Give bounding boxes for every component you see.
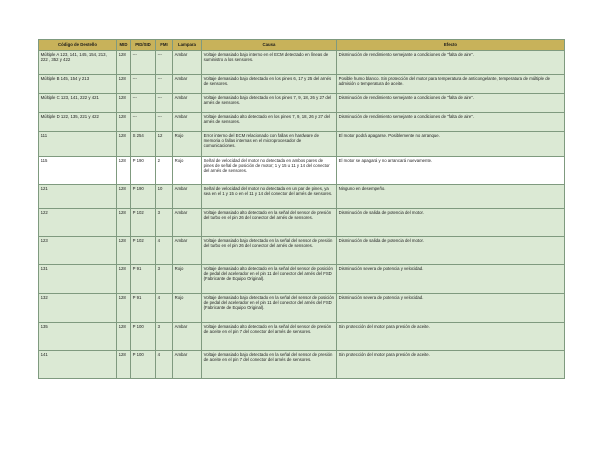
cell-cause: Voltaje demasiado bajo detectado en la señal del sensor de presión de aceite en el pin 7 del conector del arnés de sensores. (202, 351, 337, 379)
cell-mid: 128 (117, 351, 131, 379)
table-row (39, 351, 565, 379)
table-header-row (39, 40, 565, 51)
cell-fmi: 4 (156, 237, 173, 265)
cell-fmi: 3 (156, 323, 173, 351)
cell-code: 123 (39, 237, 117, 265)
cell-cause: Voltaje demasiado alto detectado en la señal del sensor de presión de aceite en el pin 7 del conector del arnés de sensores. (202, 323, 337, 351)
cell-mid: 128 (117, 94, 131, 113)
cell-effect: Disminución de rendimiento semejante a condiciones de "falta de aire". (337, 51, 565, 75)
cell-effect: Posible humo blanco. Sin protección del motor para temperatura de anticongelante, temperatura de múltiple de admisión o temperatura de aceite. (337, 75, 565, 94)
table-row (39, 157, 565, 185)
cell-mid: 128 (117, 75, 131, 94)
table-row (39, 113, 565, 132)
cell-pid-sid: P 100 (131, 351, 156, 379)
cell-mid: 128 (117, 113, 131, 132)
header-mid: MID (117, 40, 131, 51)
cell-fmi: 4 (156, 294, 173, 323)
table-row (39, 323, 565, 351)
cell-pid-sid: P 190 (131, 185, 156, 209)
cell-pid-sid: P 102 (131, 209, 156, 237)
cell-mid: 128 (117, 265, 131, 294)
cell-cause: Voltaje demasiado bajo interno en el ECM detectado en líneas de suministro a los sensores. (202, 51, 337, 75)
header-cause: Causa (202, 40, 337, 51)
table-row (39, 237, 565, 265)
table-row (39, 185, 565, 209)
cell-lamp: Rojo (173, 157, 202, 185)
cell-fmi: 3 (156, 209, 173, 237)
cell-pid-sid: S 254 (131, 132, 156, 157)
cell-pid-sid: P 100 (131, 323, 156, 351)
cell-mid: 128 (117, 237, 131, 265)
cell-code: Múltiple D 122, 135, 221 y 422 (39, 113, 117, 132)
cell-fmi: --- (156, 94, 173, 113)
cell-code: Múltiple B 145, 154 y 213 (39, 75, 117, 94)
cell-fmi: 10 (156, 185, 173, 209)
cell-code: 132 (39, 294, 117, 323)
cell-cause: Error interno del ECM relacionado con fallas en hardware de memoria o fallas internas en el microprocesador de comunicaciones. (202, 132, 337, 157)
cell-code: 135 (39, 323, 117, 351)
cell-pid-sid: P 91 (131, 294, 156, 323)
cell-cause: Voltaje demasiado alto detectado en la señal del sensor de presión del turbo en el pin 26 del conector del arnés de sensores. (202, 209, 337, 237)
cell-lamp: Rojo (173, 132, 202, 157)
cell-cause: Señal de velocidad del motor no detectada en un par de pines, ya sea en el 1 y 15 o en el 11 y 14 del conector del arnés de sensores. (202, 185, 337, 209)
cell-lamp: Ambar (173, 94, 202, 113)
cell-effect: El motor podrá apagarse. Posiblemente no arranque. (337, 132, 565, 157)
cell-effect: Disminución de salida de potencia del motor. (337, 237, 565, 265)
cell-mid: 128 (117, 294, 131, 323)
cell-code: 121 (39, 185, 117, 209)
cell-mid: 128 (117, 323, 131, 351)
cell-pid-sid: --- (131, 75, 156, 94)
cell-cause: Voltaje demasiado alto detectado en la señal del sensor de posición de pedal del acelerador en el pin 11 del conector del arnés del FSD (Fabricante de Equipo Original). (202, 265, 337, 294)
cell-effect: Ninguno en desempeño. (337, 185, 565, 209)
cell-fmi: --- (156, 51, 173, 75)
cell-cause: Voltaje demasiado bajo detectado en los pines 7, 9, 18, 26 y 27 del arnés de sensores. (202, 94, 337, 113)
cell-cause: Voltaje demasiado alto detectado en los pines 7, 9, 18, 26 y 27 del arnés de sensores. (202, 113, 337, 132)
cell-pid-sid: --- (131, 113, 156, 132)
cell-lamp: Rojo (173, 294, 202, 323)
cell-code: 111 (39, 132, 117, 157)
cell-effect: Disminución de salida de potencia del motor. (337, 209, 565, 237)
cell-cause: Voltaje demasiado bajo detectado en la señal del sensor de presión del turbo en el pin 26 del conector del arnés de sensores. (202, 237, 337, 265)
cell-effect: Disminución de rendimiento semejante a condiciones de "falta de aire". (337, 94, 565, 113)
cell-fmi: --- (156, 75, 173, 94)
cell-lamp: Ambar (173, 113, 202, 132)
cell-lamp: Ambar (173, 51, 202, 75)
cell-mid: 128 (117, 185, 131, 209)
cell-code: Múltiple A 123, 141, 145, 154, 213, 222 , 352 y 422 (39, 51, 117, 75)
table-row (39, 294, 565, 323)
cell-code: 131 (39, 265, 117, 294)
header-fmi: FMI (156, 40, 173, 51)
header-code: Código de Destello (39, 40, 117, 51)
cell-cause: Señal de velocidad del motor no detectada en ambos pares de pines de señal de posición de motor; 1 y 15 u 11 y 14 del conector del arnés de sensores. (202, 157, 337, 185)
cell-mid: 128 (117, 209, 131, 237)
cell-pid-sid: P 190 (131, 157, 156, 185)
header-effect: Efecto (337, 40, 565, 51)
header-lamp: Lampara (173, 40, 202, 51)
cell-fmi: 2 (156, 157, 173, 185)
cell-effect: Sin protección del motor para presión de aceite. (337, 323, 565, 351)
cell-fmi: --- (156, 113, 173, 132)
cell-lamp: Ambar (173, 75, 202, 94)
table-row (39, 51, 565, 75)
cell-effect: Sin protección del motor para presión de aceite. (337, 351, 565, 379)
cell-pid-sid: P 91 (131, 265, 156, 294)
cell-lamp: Ambar (173, 209, 202, 237)
cell-lamp: Rojo (173, 265, 202, 294)
table-row (39, 209, 565, 237)
cell-cause: Voltaje demasiado bajo detectado en los pines 6, 17 y 25 del arnés de sensores. (202, 75, 337, 94)
cell-effect: Disminución severa de potencia y velocidad. (337, 294, 565, 323)
cell-code: 122 (39, 209, 117, 237)
table-row (39, 132, 565, 157)
cell-code: 115 (39, 157, 117, 185)
table-row (39, 265, 565, 294)
cell-effect: El motor se apagará y no arrancará nuevamente. (337, 157, 565, 185)
cell-code: Múltiple C 123, 141, 222 y 421 (39, 94, 117, 113)
fault-code-table (38, 39, 565, 379)
cell-pid-sid: --- (131, 94, 156, 113)
cell-lamp: Ambar (173, 323, 202, 351)
table-row (39, 75, 565, 94)
table-row (39, 94, 565, 113)
header-pid-sid: PID/SID (131, 40, 156, 51)
cell-lamp: Ambar (173, 185, 202, 209)
cell-mid: 128 (117, 51, 131, 75)
cell-fmi: 12 (156, 132, 173, 157)
cell-mid: 128 (117, 157, 131, 185)
cell-cause: Voltaje demasiado bajo detectado en la señal del sensor de posición de pedal del acelerador en el pin 11 del conector del arnés del FSD (Fabricante de Equipo Original). (202, 294, 337, 323)
cell-effect: Disminución severa de potencia y velocidad. (337, 265, 565, 294)
cell-fmi: 3 (156, 265, 173, 294)
cell-lamp: Ambar (173, 351, 202, 379)
cell-lamp: Ambar (173, 237, 202, 265)
cell-effect: Disminución de rendimiento semejante a condiciones de "falta de aire". (337, 113, 565, 132)
cell-pid-sid: --- (131, 51, 156, 75)
cell-mid: 128 (117, 132, 131, 157)
cell-fmi: 4 (156, 351, 173, 379)
cell-code: 141 (39, 351, 117, 379)
cell-pid-sid: P 102 (131, 237, 156, 265)
